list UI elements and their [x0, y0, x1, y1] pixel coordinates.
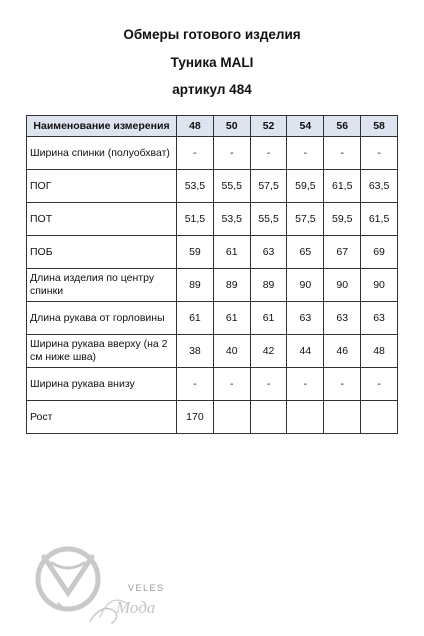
document-title: Обмеры готового изделия — [123, 27, 301, 42]
measurement-value: - — [250, 368, 287, 401]
table-row — [27, 401, 398, 434]
column-header: 58 — [361, 116, 398, 137]
measurement-value: - — [324, 368, 361, 401]
measurement-value: - — [287, 137, 324, 170]
measurement-value: 42 — [250, 335, 287, 368]
measurement-name: Рост — [27, 401, 177, 434]
measurement-value: - — [177, 368, 214, 401]
table-row — [27, 368, 398, 401]
measurement-value: 69 — [361, 236, 398, 269]
measurement-value: 61 — [250, 302, 287, 335]
measurement-value: 51,5 — [177, 203, 214, 236]
measurement-value: 89 — [250, 269, 287, 302]
measurement-name: ПОБ — [27, 236, 177, 269]
column-header: 56 — [324, 116, 361, 137]
table-row — [27, 302, 398, 335]
measurement-value: 59,5 — [287, 170, 324, 203]
measurement-value: 53,5 — [213, 203, 250, 236]
measurement-value: 90 — [287, 269, 324, 302]
column-header: 54 — [287, 116, 324, 137]
measurement-value: - — [361, 137, 398, 170]
table-row — [27, 170, 398, 203]
measurement-value: - — [287, 368, 324, 401]
column-header: 50 — [213, 116, 250, 137]
measurement-value: 90 — [324, 269, 361, 302]
table-row — [27, 236, 398, 269]
column-header: 48 — [177, 116, 214, 137]
measurement-value: 61,5 — [324, 170, 361, 203]
measurement-value: 61 — [213, 236, 250, 269]
measurement-value — [361, 401, 398, 434]
logo-brand: VELES — [128, 583, 165, 593]
measurement-value: 63 — [250, 236, 287, 269]
measurement-value: 63,5 — [361, 170, 398, 203]
article-number: артикул 484 — [172, 82, 252, 97]
measurement-value: 59,5 — [324, 203, 361, 236]
column-header: 52 — [250, 116, 287, 137]
measurement-value: 90 — [361, 269, 398, 302]
measurement-value — [213, 401, 250, 434]
measurement-name: Длина рукава от горловины — [27, 302, 177, 335]
measurement-name: ПОГ — [27, 170, 177, 203]
measurement-value: 44 — [287, 335, 324, 368]
logo-script: Мода — [116, 598, 156, 617]
measurement-name: Ширина спинки (полуобхват) — [27, 137, 177, 170]
measurement-value: - — [250, 137, 287, 170]
measurement-value: 57,5 — [250, 170, 287, 203]
measurement-name: Длина изделия по центру спинки — [27, 269, 177, 302]
measurement-value: 65 — [287, 236, 324, 269]
measurement-value — [287, 401, 324, 434]
measurement-name: ПОТ — [27, 203, 177, 236]
measurement-name: Ширина рукава внизу — [27, 368, 177, 401]
table-row — [27, 203, 398, 236]
measurement-value: 89 — [213, 269, 250, 302]
measurement-value: 53,5 — [177, 170, 214, 203]
measurement-value: 55,5 — [250, 203, 287, 236]
column-header: Наименование измерения — [27, 116, 177, 137]
measurement-value: 46 — [324, 335, 361, 368]
veles-logo-icon — [30, 533, 180, 628]
measurement-value: 61,5 — [361, 203, 398, 236]
measurement-value: 40 — [213, 335, 250, 368]
measurements-table — [26, 115, 398, 434]
measurement-value: 59 — [177, 236, 214, 269]
measurement-value: 63 — [361, 302, 398, 335]
measurement-value: - — [213, 368, 250, 401]
measurement-value: - — [213, 137, 250, 170]
table-row — [27, 335, 398, 368]
measurement-value: 55,5 — [213, 170, 250, 203]
product-name: Туника MALI — [170, 55, 254, 70]
table-body — [27, 137, 398, 434]
measurement-value: 57,5 — [287, 203, 324, 236]
measurement-name: Ширина рукава вверху (на 2 см ниже шва) — [27, 335, 177, 368]
table-header-row — [27, 116, 398, 137]
measurement-value: - — [361, 368, 398, 401]
measurement-value: 89 — [177, 269, 214, 302]
measurement-value: - — [324, 137, 361, 170]
measurement-value: 170 — [177, 401, 214, 434]
measurement-value: 67 — [324, 236, 361, 269]
measurement-value: - — [177, 137, 214, 170]
measurement-value: 63 — [287, 302, 324, 335]
table-row — [27, 137, 398, 170]
measurement-value: 63 — [324, 302, 361, 335]
measurement-value: 48 — [361, 335, 398, 368]
measurement-value — [324, 401, 361, 434]
table-row — [27, 269, 398, 302]
measurement-value: 61 — [177, 302, 214, 335]
measurement-value — [250, 401, 287, 434]
measurement-value: 38 — [177, 335, 214, 368]
measurement-value: 61 — [213, 302, 250, 335]
